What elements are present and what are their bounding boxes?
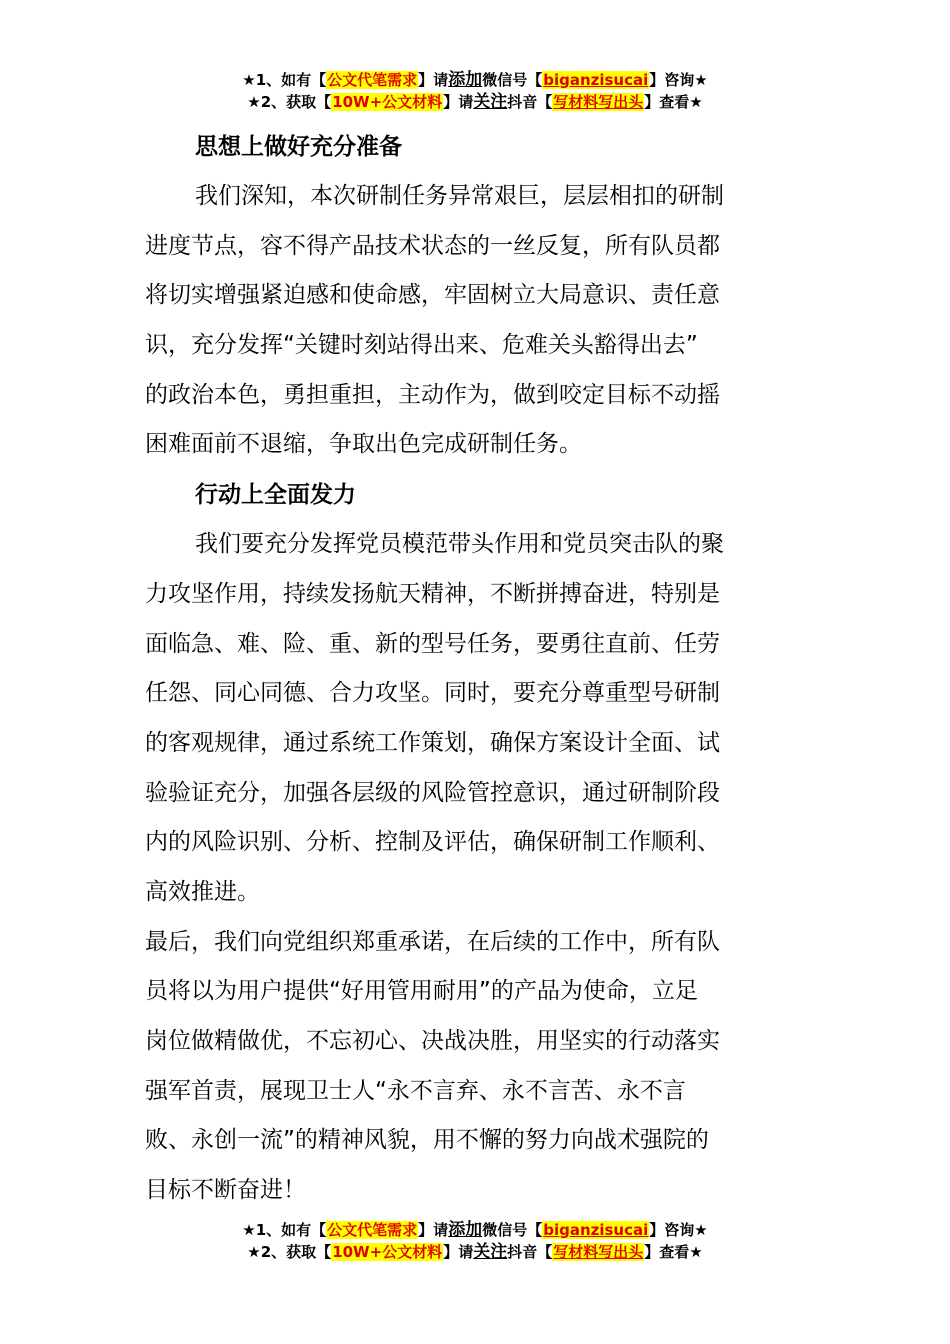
text-line: 困难面前不退缩，争取出色完成研制任务。 <box>145 431 582 458</box>
douyin-id: 写材料写出头 <box>553 1243 644 1261</box>
highlight-text: 10W+公文材料 <box>332 93 443 111</box>
text-line: 败、永创一流”的精神风貌，用不懈的努力向战术强院的 <box>145 1127 709 1154</box>
text-line: 面临急、难、险、重、新的型号任务，要勇往直前、任劳 <box>145 630 720 657</box>
section-heading: 行动上全面发力 <box>195 482 356 509</box>
banner-text: 微信号【 <box>482 71 543 89</box>
closing-paragraph <box>145 918 810 1216</box>
wechat-id: biganzisucai <box>543 1221 649 1239</box>
banner-text: 抖音【 <box>507 93 553 111</box>
banner-text: ★2、获取【 <box>247 93 332 111</box>
banner-text: 】咨询★ <box>649 71 708 89</box>
banner-text: 】查看★ <box>644 93 703 111</box>
text-line: 识，充分发挥“关键时刻站得出来、危难关头豁得出去” <box>145 332 698 359</box>
text-line: 将切实增强紧迫感和使命感，牢固树立大局意识、责任意 <box>145 282 720 309</box>
banner-text: 抖音【 <box>507 1243 553 1261</box>
banner-text: 】咨询★ <box>649 1221 708 1239</box>
text-line: 任怨、同心同德、合力攻坚。同时，要充分尊重型号研制 <box>145 680 720 707</box>
document-body <box>145 122 810 1216</box>
banner-text: 】请 <box>418 71 449 89</box>
banner-text: 】查看★ <box>644 1243 703 1261</box>
douyin-id: 写材料写出头 <box>553 93 644 111</box>
text-line: 我们深知，本次研制任务异常艰巨，层层相扣的研制 <box>195 183 724 209</box>
text-line: 我们要充分发挥党员模范带头作用和党员突击队的聚 <box>195 531 724 558</box>
banner-text: 】请 <box>443 1243 474 1261</box>
text-line: 目标不断奋进！ <box>145 1177 306 1204</box>
text-line: 最后，我们向党组织郑重承诺，在后续的工作中，所有队 <box>145 928 720 955</box>
text-line: 高效推进。 <box>145 878 260 905</box>
text-line: 的政治本色，勇担重担，主动作为，做到咬定目标不动摇 <box>145 381 720 408</box>
text-line: 强军首责，展现卫士人“永不言弃、永不言苦、永不言 <box>145 1077 686 1104</box>
section-paragraph <box>145 520 810 918</box>
text-line: 内的风险识别、分析、控制及评估，确保研制工作顺利、 <box>145 829 720 856</box>
banner-line-1 <box>0 69 950 91</box>
banner-text: 】请 <box>418 1221 449 1239</box>
underlined-text: 关注 <box>473 92 508 112</box>
banner-text: ★2、获取【 <box>247 1243 332 1261</box>
text-line: 力攻坚作用，持续发扬航天精神，不断拼搏奋进，特别是 <box>145 580 720 607</box>
text-line: 验验证充分，加强各层级的风险管控意识，通过研制阶段 <box>145 779 720 806</box>
wechat-id: biganzisucai <box>543 71 649 89</box>
highlight-text: 10W+公文材料 <box>332 1243 443 1261</box>
footer-banner <box>0 1219 950 1263</box>
text-line: 员将以为用户提供“好用管用耐用”的产品为使命，立足 <box>145 978 698 1005</box>
banner-line-1 <box>0 1219 950 1241</box>
header-banner <box>0 69 950 113</box>
underlined-text: 添加 <box>448 1220 483 1240</box>
highlight-text: 公文代笔需求 <box>327 1221 418 1239</box>
banner-line-2 <box>0 1241 950 1263</box>
text-line: 的客观规律，通过系统工作策划，确保方案设计全面、试 <box>145 729 720 756</box>
section-paragraph <box>145 172 810 470</box>
underlined-text: 添加 <box>448 70 483 90</box>
underlined-text: 关注 <box>473 1242 508 1262</box>
banner-text: 】请 <box>443 93 474 111</box>
text-line: 岗位做精做优，不忘初心、决战决胜，用坚实的行动落实 <box>145 1028 720 1054</box>
section-heading: 思想上做好充分准备 <box>195 134 402 160</box>
banner-line-2 <box>0 91 950 113</box>
banner-text: 微信号【 <box>482 1221 543 1239</box>
text-line: 进度节点，容不得产品技术状态的一丝反复，所有队员都 <box>145 232 720 259</box>
banner-text: ★1、如有【 <box>242 1221 327 1239</box>
banner-text: ★1、如有【 <box>242 71 327 89</box>
highlight-text: 公文代笔需求 <box>327 71 418 89</box>
